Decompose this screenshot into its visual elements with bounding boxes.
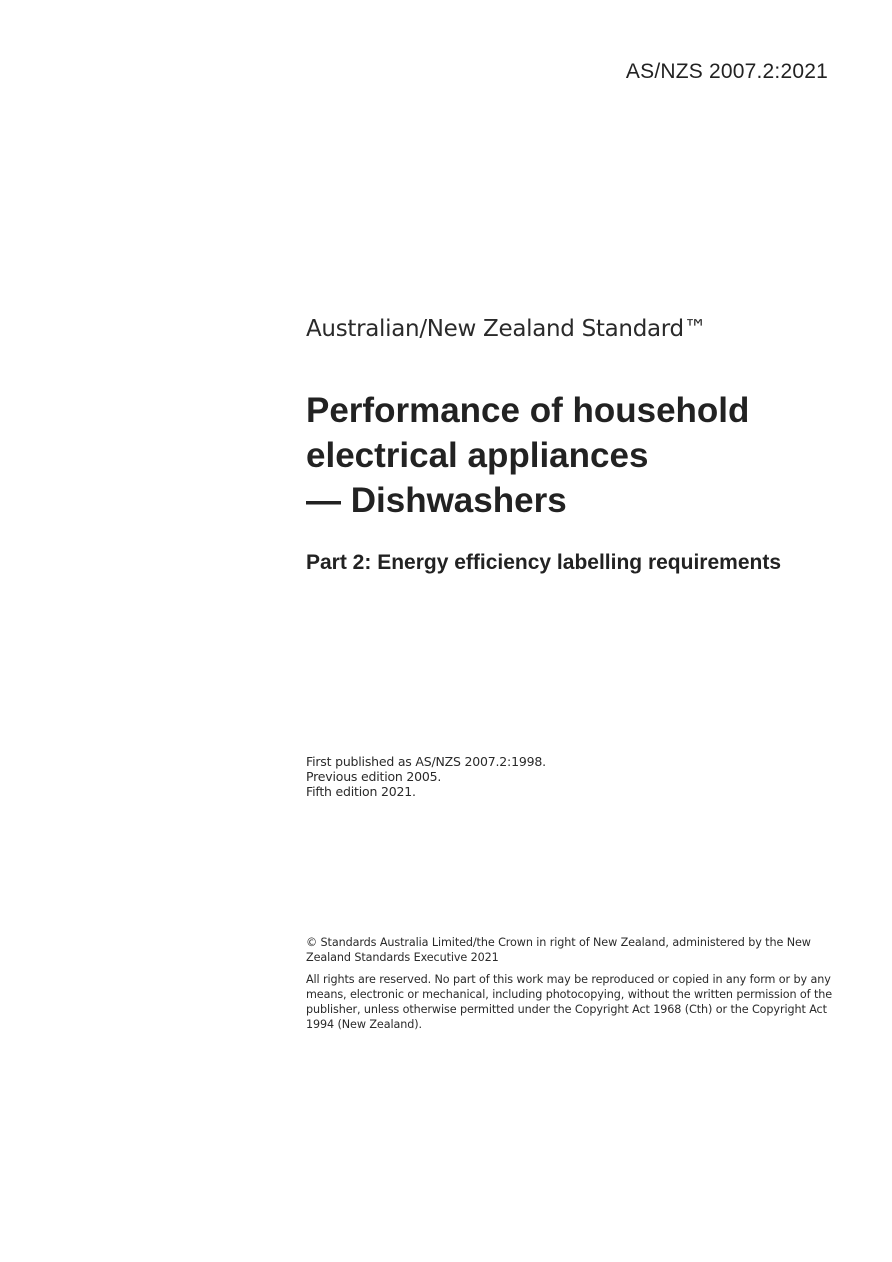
part-title: Part 2: Energy efficiency labelling requirements (306, 551, 781, 574)
history-line: Fifth edition 2021. (306, 784, 416, 799)
main-title-line: — Dishwashers (306, 481, 567, 520)
rights-statement: All rights are reserved. No part of this work may be reproduced or copied in any form or by any means, electronic or mechanical, including photocopying, without the written permission of the publisher, unless otherwise permitted under the Copyright Act 1968 (Cth) or the Copyright Act 1994 (New Zealand). (306, 972, 833, 1032)
copyright-notice: © Standards Australia Limited/the Crown in right of New Zealand, administered by the New Zealand Standards Executive 2021 (306, 936, 811, 965)
history-line: Previous edition 2005. (306, 769, 442, 784)
copyright-block (306, 935, 836, 1039)
standard-type: Australian/New Zealand Standard™ (306, 316, 707, 342)
main-title-line: electrical appliances (306, 436, 649, 475)
main-title-line: Performance of household (306, 391, 750, 430)
publication-history (306, 754, 846, 799)
history-line: First published as AS/NZS 2007.2:1998. (306, 754, 546, 769)
document-id: AS/NZS 2007.2:2021 (625, 60, 828, 83)
main-title (306, 388, 846, 523)
